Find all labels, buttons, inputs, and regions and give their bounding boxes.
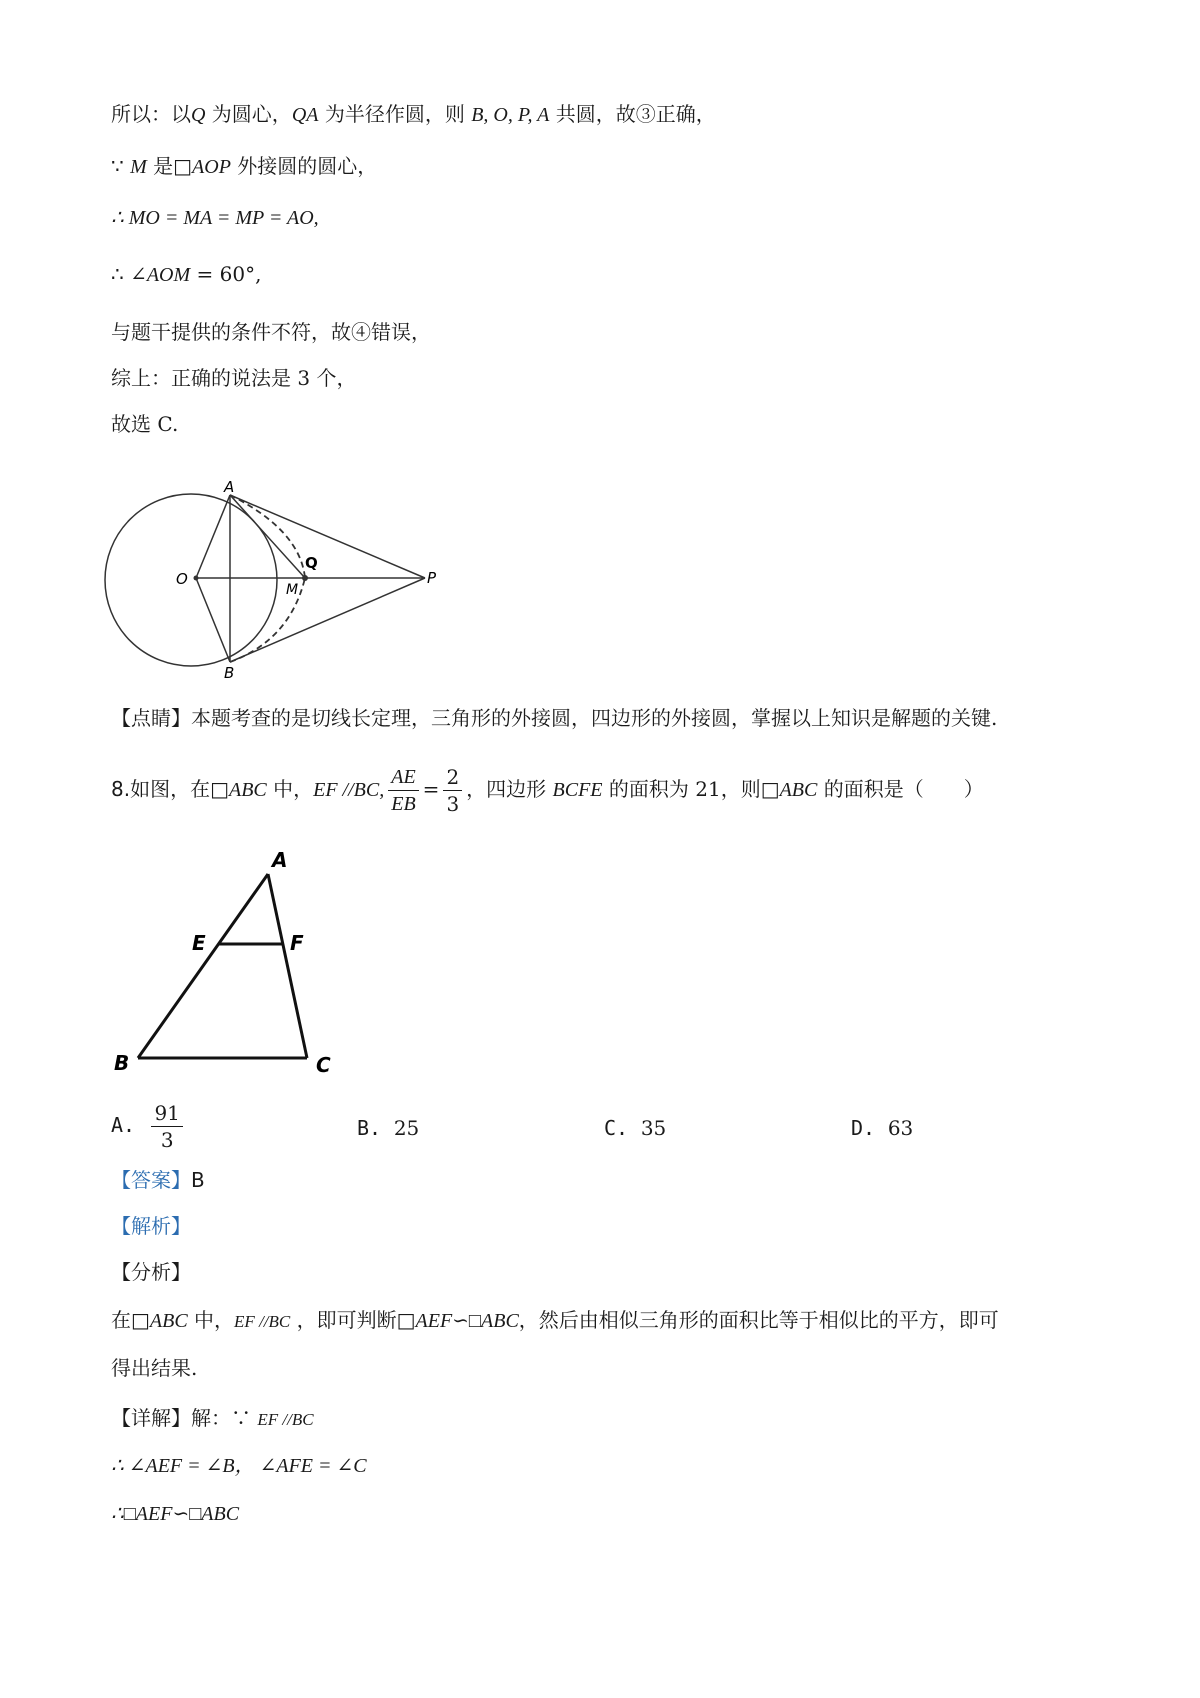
fraction-denominator: 3 (446, 792, 460, 816)
text-line-5: 与题干提供的条件不符，故④错误， (111, 320, 431, 344)
label-a: A (272, 848, 288, 872)
point-o (194, 576, 199, 581)
line1-mid2: 为半径作圆，则 (318, 102, 472, 126)
label-e: E (192, 931, 206, 955)
label-a: A (224, 478, 235, 496)
segment-ob (196, 578, 230, 662)
fraction-ae-eb (388, 764, 418, 817)
fraction-numerator: AE (388, 764, 418, 791)
math-abc: ABC (228, 779, 267, 801)
text-line-7: 故选 C. (111, 412, 179, 436)
math-abc: ABC (149, 1310, 188, 1332)
option-b-label: B. (357, 1116, 382, 1140)
math-aom: AOM (146, 264, 191, 286)
line2-mid: 是□ (146, 154, 193, 178)
option-a-fraction (151, 1100, 182, 1153)
line2-prefix: ∵ (111, 154, 131, 178)
analysis-suffix: ，然后由相似三角形的面积比等于相似比的平方，即可 (518, 1308, 999, 1332)
line4-suffix: = 60°, (190, 262, 262, 286)
fraction-denominator: EB (391, 793, 416, 815)
question-8 (111, 764, 984, 817)
option-c-label: C. (604, 1116, 629, 1140)
fraction-numerator: 91 (151, 1100, 182, 1127)
option-b-value: 25 (393, 1116, 420, 1140)
dianjing-line: 【点睛】本题考查的是切线长定理，三角形的外接圆，四边形的外接圆，掌握以上知识是解题的关键. (111, 706, 998, 730)
math-similar: AEF∽□ABC (415, 1310, 519, 1332)
text-line-6: 综上：正确的说法是 3 个， (111, 366, 357, 390)
analysis-line-2: 得出结果. (111, 1356, 198, 1380)
side-ac (268, 874, 307, 1058)
analysis-mid: 中， (187, 1308, 235, 1332)
circle-o (105, 494, 277, 666)
math-q: Q (191, 104, 206, 126)
option-d-label: D. (851, 1116, 876, 1140)
math-abc: ABC (779, 779, 818, 801)
option-a-label: A. (111, 1113, 136, 1137)
line1-prefix: 所以：以 (111, 102, 191, 126)
tangent-pa (230, 495, 425, 578)
label-f: F (290, 931, 304, 955)
option-d (851, 1114, 913, 1142)
fraction-numerator: 2 (443, 764, 462, 791)
math-ef-parallel-bc: EF //BC, (313, 779, 385, 801)
label-p: P (427, 569, 437, 587)
line4-prefix: ∴ ∠ (111, 262, 147, 286)
detail-line-1 (111, 1404, 314, 1434)
fenxi-label: 【分析】 (111, 1260, 191, 1284)
text-line-2 (111, 152, 377, 181)
fraction-denominator: 3 (160, 1128, 174, 1152)
label-c: C (316, 1053, 331, 1077)
analysis-prefix: 在□ (111, 1308, 150, 1332)
line1-suffix: 共圆，故③正确， (549, 102, 716, 126)
answer-line (111, 1166, 205, 1194)
analysis-line-1 (111, 1306, 999, 1336)
jiexi-label: 【解析】 (111, 1214, 191, 1238)
figure-triangle-abc (100, 840, 360, 1080)
point-q (302, 575, 308, 581)
text-line-1 (111, 100, 716, 129)
q8-mid3: 的面积为 21，则□ (602, 777, 780, 801)
line1-mid1: 为圆心， (205, 102, 292, 126)
option-d-value: 63 (887, 1116, 914, 1140)
option-a (111, 1100, 187, 1153)
math-bcfe: BCFE (552, 779, 603, 801)
segment-am (230, 495, 305, 578)
math-points: B, O, P, A (471, 104, 550, 126)
figure-circle-tangents (100, 440, 440, 680)
math-ef-parallel-bc: EF //BC (257, 1410, 314, 1429)
detail-line-2: ∴ ∠AEF = ∠B， ∠AFE = ∠C (111, 1455, 367, 1477)
math-ef-parallel-bc: EF //BC (234, 1312, 291, 1331)
fraction-two-thirds (443, 764, 462, 817)
q8-mid2: ，四边形 (466, 777, 553, 801)
q8-suffix: 的面积是（ ） (817, 777, 984, 801)
label-q: Q (305, 554, 318, 572)
option-c (604, 1114, 666, 1142)
label-b: B (114, 1051, 130, 1075)
line2-suffix: 外接圆的圆心， (230, 154, 378, 178)
q8-mid1: 中， (266, 777, 314, 801)
label-o: O (176, 570, 188, 588)
option-c-value: 35 (640, 1116, 667, 1140)
math-qa: QA (291, 104, 319, 126)
text-line-4 (111, 260, 261, 289)
answer-label: 【答案】 (111, 1168, 191, 1192)
side-ab (138, 874, 268, 1058)
tangent-pb (230, 578, 425, 662)
label-m: M (286, 582, 299, 598)
equals-sign: = (422, 777, 440, 801)
segment-oa (196, 495, 230, 578)
math-m: M (130, 156, 147, 178)
detail-label: 【详解】解：∵ (111, 1406, 258, 1430)
answer-value: B (191, 1168, 205, 1192)
q8-prefix: 8.如图，在□ (111, 777, 229, 801)
analysis-mid2: ，即可判断□ (290, 1308, 416, 1332)
detail-line-3: ∴□AEF∽□ABC (111, 1503, 240, 1525)
label-b: B (224, 664, 235, 680)
option-b (357, 1114, 419, 1142)
math-aop: AOP (192, 156, 231, 178)
text-line-3: ∴ MO = MA = MP = AO, (111, 207, 319, 229)
